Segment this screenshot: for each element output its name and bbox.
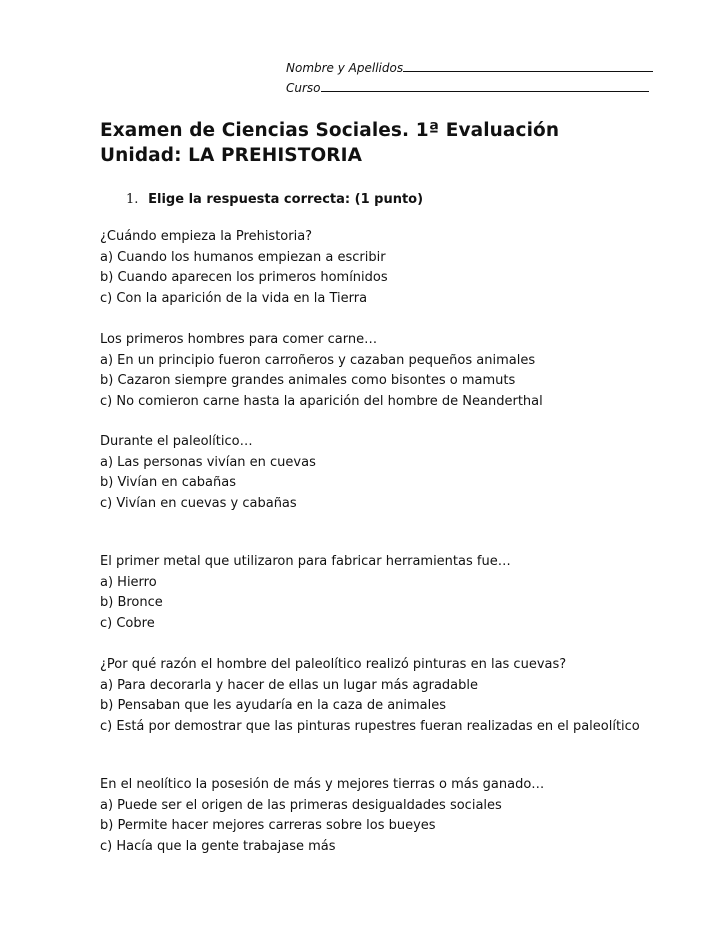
option-b: b) Bronce xyxy=(100,595,163,610)
option-a: a) Las personas vivían en cuevas xyxy=(100,454,316,470)
name-label: Nombre y Apellidos xyxy=(286,61,404,75)
question-block-6 xyxy=(100,775,544,857)
question-text: El primer metal que utilizaron para fabricar herramientas fue… xyxy=(100,554,511,569)
section-heading xyxy=(126,191,423,209)
course-label: Curso xyxy=(286,81,321,95)
question-text: ¿Cuándo empieza la Prehistoria? xyxy=(100,229,313,244)
question-block-3 xyxy=(100,432,316,514)
question-text: Los primeros hombres para comer carne… xyxy=(100,332,378,347)
option-a: a) Puede ser el origen de las primeras desigualdades sociales xyxy=(100,797,502,813)
option-c: c) Cobre xyxy=(100,615,155,631)
option-b: b) Cuando aparecen los primeros homínidos xyxy=(100,270,388,285)
option-a: a) En un principio fueron carroñeros y cazaban pequeños animales xyxy=(100,352,536,368)
option-c: c) Con la aparición de la vida en la Tierra xyxy=(100,290,368,306)
question-text: ¿Por qué razón el hombre del paleolítico realizó pinturas en las cuevas? xyxy=(100,657,567,672)
question-text: Durante el paleolítico… xyxy=(100,434,253,449)
question-block-5 xyxy=(100,655,640,737)
question-block-4 xyxy=(100,552,511,634)
option-a: a) Cuando los humanos empiezan a escribir xyxy=(100,249,386,265)
question-block-2 xyxy=(100,330,543,412)
section-number: 1. xyxy=(126,192,139,207)
exam-title: Examen de Ciencias Sociales. 1ª Evaluación xyxy=(100,120,560,141)
option-a: a) Para decorarla y hacer de ellas un lugar más agradable xyxy=(100,677,478,693)
name-field xyxy=(286,60,653,76)
option-c: c) No comieron carne hasta la aparición del hombre de Neanderthal xyxy=(100,393,543,409)
option-c: c) Hacía que la gente trabajase más xyxy=(100,838,336,854)
course-field xyxy=(286,80,649,96)
option-b: b) Permite hacer mejores carreras sobre los bueyes xyxy=(100,818,436,833)
option-c: c) Está por demostrar que las pinturas rupestres fueran realizadas en el paleolítico xyxy=(100,718,640,734)
option-b: b) Cazaron siempre grandes animales como bisontes o mamuts xyxy=(100,373,516,388)
option-b: b) Vivían en cabañas xyxy=(100,475,236,490)
name-blank-line[interactable] xyxy=(403,61,653,72)
option-a: a) Hierro xyxy=(100,574,157,590)
section-instruction: Elige la respuesta correcta: (1 punto) xyxy=(148,192,424,207)
question-block-1 xyxy=(100,227,388,309)
option-b: b) Pensaban que les ayudaría en la caza de animales xyxy=(100,698,447,713)
option-c: c) Vivían en cuevas y cabañas xyxy=(100,495,297,511)
course-blank-line[interactable] xyxy=(321,81,649,92)
question-text: En el neolítico la posesión de más y mejores tierras o más ganado… xyxy=(100,777,545,792)
unit-title: Unidad: LA PREHISTORIA xyxy=(100,145,363,166)
